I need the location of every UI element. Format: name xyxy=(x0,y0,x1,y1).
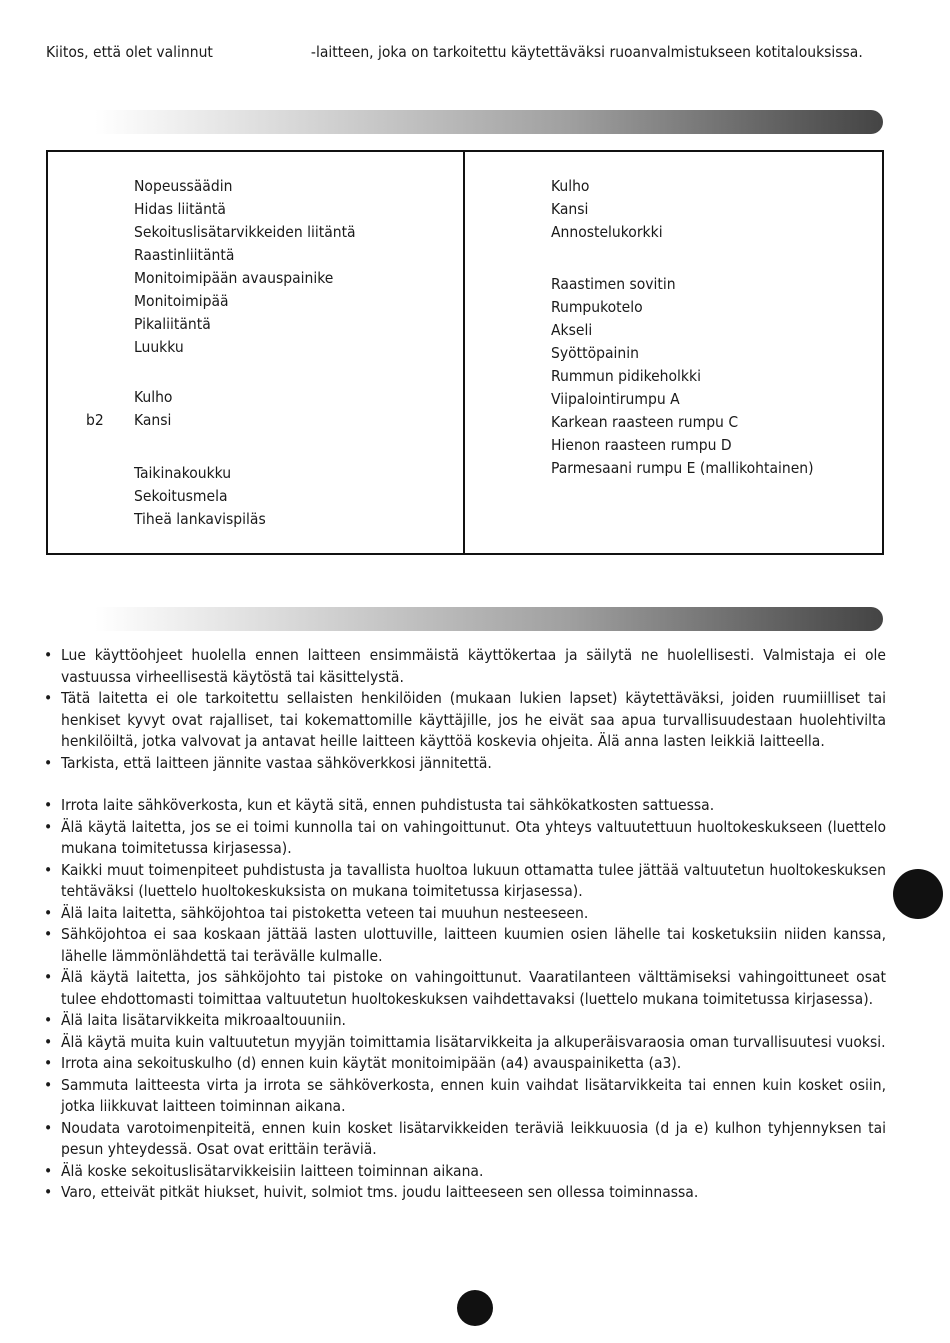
parts-group-bowl xyxy=(86,386,173,432)
section-tab-marker xyxy=(893,869,943,919)
part-item: Raastinliitäntä xyxy=(134,246,235,264)
safety-item xyxy=(44,903,886,925)
part-item: Monitoimipää xyxy=(134,292,229,310)
part-item: Parmesaani rumpu E (mallikohtainen) xyxy=(551,459,814,477)
bullet-icon: • xyxy=(44,753,53,772)
part-item: Luukku xyxy=(134,338,184,356)
part-item: Rumpukotelo xyxy=(551,298,643,316)
safety-text: Kaikki muut toimenpiteet puhdistusta ja tavallista huoltoa lukuun ottamatta tulee jättää valtuutetun huoltokeskuksen tehtäväksi (luettelo huoltokeskuksista on mukana toimitetussa kirjasessa). xyxy=(61,860,886,900)
safety-text: Älä laita laitetta, sähköjohtoa tai pistoketta veteen tai muuhun nesteeseen. xyxy=(61,903,589,922)
safety-item xyxy=(44,645,886,688)
safety-item xyxy=(44,753,886,775)
bullet-icon: • xyxy=(44,1011,53,1029)
part-item: Akseli xyxy=(551,321,593,339)
safety-item xyxy=(44,1010,886,1032)
parts-group-grater xyxy=(551,273,814,480)
parts-column-left xyxy=(48,152,465,553)
part-item-label: Kansi xyxy=(134,411,172,429)
bullet-icon: • xyxy=(44,1054,53,1072)
safety-text: Lue käyttöohjeet huolella ennen laitteen ensimmäistä käyttökertaa ja säilytä ne huolellisesti. Valmistaja ei ole vastuussa virheellisestä käytöstä tai käsittelystä. xyxy=(61,646,886,686)
part-item: Rummun pidikeholkki xyxy=(551,367,701,385)
bullet-icon: • xyxy=(44,817,53,836)
safety-text: Noudata varotoimenpiteitä, ennen kuin kosket lisätarvikkeiden teräviä leikkuuosia (d ja e) kulhon tyhjennyksen tai pesun yhteydessä. Osat ovat erittäin teräviä. xyxy=(61,1118,886,1158)
safety-text: Sammuta laitteesta virta ja irrota se sähköverkosta, ennen kuin vaihdat lisätarvikkeita tai ennen kuin kosket osiin, jotka liikkuvat laitteen toiminnan aikana. xyxy=(61,1075,886,1115)
bullet-icon: • xyxy=(44,968,53,986)
safety-item xyxy=(44,817,886,860)
bullet-icon: • xyxy=(44,646,53,664)
bullet-icon: • xyxy=(44,1183,53,1201)
parts-column-right xyxy=(465,152,882,553)
safety-item xyxy=(44,1053,886,1075)
bullet-icon: • xyxy=(44,1118,53,1137)
safety-item xyxy=(44,795,886,817)
part-item: Viipalointirumpu A xyxy=(551,390,680,408)
bullet-icon: • xyxy=(44,860,53,879)
safety-item xyxy=(44,1075,886,1118)
section-header-bar-description xyxy=(95,110,883,134)
safety-item xyxy=(44,1032,886,1054)
safety-instructions-list xyxy=(44,645,886,1204)
part-item: Kulho xyxy=(134,388,173,406)
part-item: Tiheä lankavispiläs xyxy=(134,510,266,528)
part-item: Taikinakoukku xyxy=(134,464,232,482)
part-item: Nopeussäädin xyxy=(134,177,233,195)
section-header-bar-safety xyxy=(95,607,883,631)
part-item: Hidas liitäntä xyxy=(134,200,226,218)
safety-text: Älä laita lisätarvikkeita mikroaaltouuniin. xyxy=(61,1011,346,1029)
safety-item xyxy=(44,688,886,753)
safety-text: Sähköjohtoa ei saa koskaan jättää lasten ulottuville, laitteen kuumien osien lähelle tai kosketuksiin niiden kanssa, lähelle lämmönlähdettä tai terävälle kulmalle. xyxy=(61,925,886,965)
safety-item xyxy=(44,1161,886,1183)
parts-group-bowl-lid xyxy=(551,175,663,244)
safety-text: Älä käytä muita kuin valtuutetun myyjän toimittamia lisätarvikkeita ja alkuperäisvaraosia oman turvallisuutesi vuoksi. xyxy=(61,1032,886,1051)
intro-paragraph xyxy=(46,42,886,63)
safety-text: Tätä laitetta ei ole tarkoitettu sellaisten henkilöiden (mukaan lukien lapset) käytettäväksi, joiden ruumiilliset tai henkiset kyvyt ovat rajalliset, tai kokemattomille käyttäjille, jos he eivät saa apua turvallisuudestaan huolehtivilta henkilöiltä, jotka valvovat ja antavat heille laitteen käyttöä koskevia ohjeita. Älä anna lasten leikkiä laitteella. xyxy=(61,689,886,750)
part-item xyxy=(86,409,172,432)
bullet-icon: • xyxy=(44,1032,53,1051)
parts-group-mixing-tools xyxy=(134,462,266,531)
part-item: Sekoitusmela xyxy=(134,487,228,505)
bullet-icon: • xyxy=(44,796,53,814)
intro-before: Kiitos, että olet valinnut xyxy=(46,43,213,61)
part-item: Monitoimipään avauspainike xyxy=(134,269,334,287)
safety-item xyxy=(44,1182,886,1204)
safety-text: Irrota laite sähköverkosta, kun et käytä sitä, ennen puhdistusta tai sähkökatkosten sattuessa. xyxy=(61,796,715,814)
part-item: Syöttöpainin xyxy=(551,344,639,362)
part-item: Pikaliitäntä xyxy=(134,315,211,333)
part-item: Karkean raasteen rumpu C xyxy=(551,413,739,431)
intro-after: -laitteen, joka on tarkoitettu käytettäväksi ruoanvalmistukseen kotitalouksissa. xyxy=(310,43,863,61)
safety-text: Irrota aina sekoituskulho (d) ennen kuin käytät monitoimipään (a4) avauspainiketta (a3). xyxy=(61,1054,682,1072)
bullet-icon: • xyxy=(44,903,53,922)
bullet-icon: • xyxy=(44,1161,53,1180)
part-item: Kansi xyxy=(551,200,589,218)
bullet-icon: • xyxy=(44,925,53,943)
safety-item xyxy=(44,860,886,903)
bullet-icon: • xyxy=(44,689,53,707)
part-item: Sekoituslisätarvikkeiden liitäntä xyxy=(134,223,356,241)
bullet-icon: • xyxy=(44,1075,53,1094)
safety-item xyxy=(44,924,886,967)
safety-text: Älä käytä laitetta, jos se ei toimi kunnolla tai on vahingoittunut. Ota yhteys valtuutettuun huoltokeskukseen (luettelo mukana toimitetussa kirjasessa). xyxy=(61,817,886,857)
safety-item xyxy=(44,1118,886,1161)
parts-list-table xyxy=(46,150,884,555)
safety-text: Tarkista, että laitteen jännite vastaa sähköverkkosi jännitettä. xyxy=(61,753,492,772)
safety-text: Älä käytä laitetta, jos sähköjohto tai pistoke on vahingoittunut. Vaaratilanteen välttämiseksi vahingoittuneet osat tulee ehdottomasti toimittaa valtuutetun huoltokeskuksen vaihdettavaksi (luettelo mukana toimitetussa kirjasessa). xyxy=(61,968,886,1008)
part-item: Annostelukorkki xyxy=(551,223,663,241)
safety-text: Älä koske sekoituslisätarvikkeisiin laitteen toiminnan aikana. xyxy=(61,1161,484,1180)
part-item: Kulho xyxy=(551,177,590,195)
parts-group-motor-unit xyxy=(134,175,356,359)
part-item: Raastimen sovitin xyxy=(551,275,676,293)
safety-item xyxy=(44,967,886,1010)
part-reference-label: b2 xyxy=(86,411,104,429)
part-item: Hienon raasteen rumpu D xyxy=(551,436,732,454)
page-number-marker xyxy=(457,1290,493,1326)
safety-text: Varo, etteivät pitkät hiukset, huivit, solmiot tms. joudu laitteeseen sen ollessa toiminnassa. xyxy=(61,1183,699,1201)
